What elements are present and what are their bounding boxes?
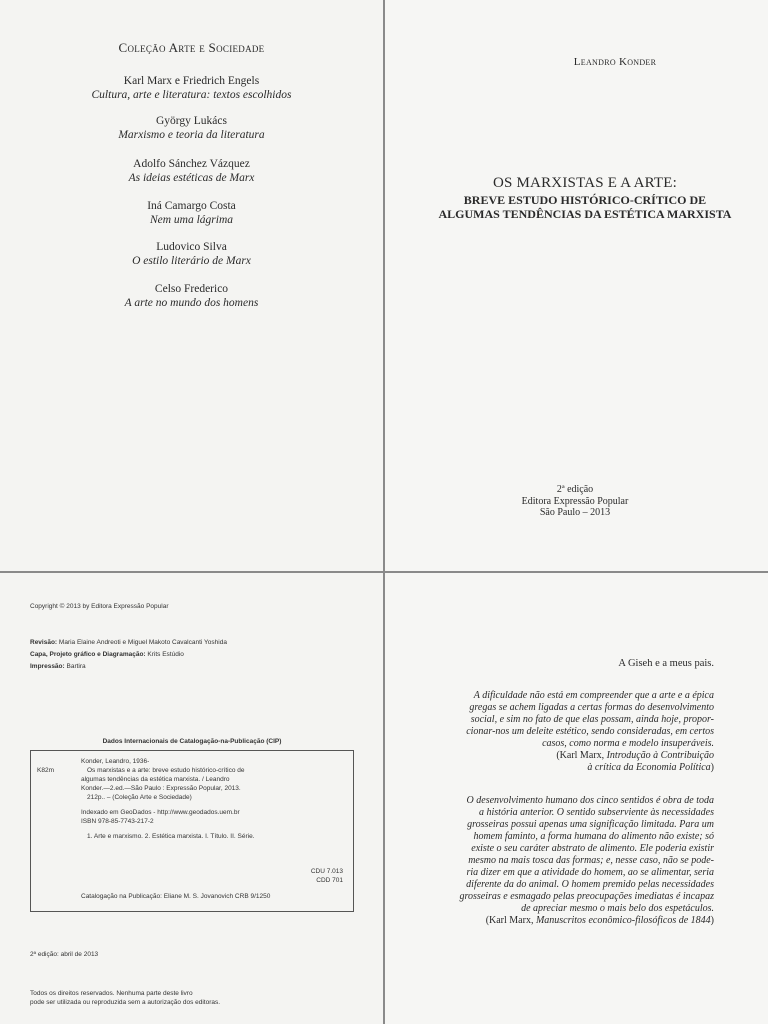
book-author: Adolfo Sánchez Vázquez	[133, 158, 250, 170]
credit-label: Capa, Projeto gráfico e Diagramação:	[30, 651, 146, 658]
quote-line: casos, como norma e modelo insuperáveis.	[542, 738, 714, 749]
place-year: São Paulo – 2013	[539, 507, 611, 518]
cip-line: Os marxistas e a arte: breve estudo histórico-crítico de	[87, 767, 245, 774]
collection-book	[0, 282, 383, 310]
rights-line: pode ser utilizada ou reproduzida sem a autorização dos editoras.	[30, 999, 221, 1006]
imprint	[425, 484, 725, 519]
quote-line: social, e sim no fato de que elas possam, ainda hoje, propor-	[470, 714, 714, 725]
source-author: (Karl Marx,	[485, 915, 536, 926]
dedication: A Giseh e a meus pais.	[618, 658, 714, 669]
epigraph-quote	[457, 690, 714, 774]
book-author: Ludovico Silva	[156, 241, 227, 253]
epigraph-quote	[457, 795, 714, 927]
book-author: György Lukács	[155, 115, 227, 127]
cip-body	[81, 757, 301, 841]
book-main-title: OS MARXISTAS E A ARTE:	[493, 175, 677, 191]
collection-page	[0, 0, 383, 571]
quote-line: ria dizer em que a atividade do homem, ao se alimentar, seria	[466, 867, 714, 878]
rights-line: Todos os direitos reservados. Nenhuma parte deste livro	[30, 990, 193, 997]
cip-line: 212p.. – (Coleção Arte e Sociedade)	[87, 794, 192, 801]
credit-value: Maria Elaine Andreoti e Miguel Makoto Cavalcanti Yoshida	[57, 639, 227, 646]
quote-source	[457, 915, 714, 927]
collection-book	[0, 240, 383, 268]
quote-source	[457, 762, 714, 774]
cdd: CDD 701	[316, 877, 343, 884]
source-title: Manuscritos econômico-filosóficos de 1844	[535, 915, 711, 926]
cdu: CDU 7.013	[310, 868, 343, 875]
book-author-name: Leandro Konder	[573, 56, 657, 68]
book-title: O estilo literário de Marx	[132, 255, 251, 267]
cip-box	[30, 750, 354, 912]
copyright-notice: Copyright © 2013 by Editora Expressão Popular	[30, 603, 169, 610]
cip-line: Konder, Leandro, 1936-	[81, 758, 150, 765]
source-close: )	[710, 762, 714, 773]
epigraph-page	[385, 573, 768, 1024]
quote-line: grosseiras possui apenas uma significação limitada. Para um	[467, 819, 714, 830]
collection-book	[0, 157, 383, 185]
subtitle-line: ALGUMAS TENDÊNCIAS DA ESTÉTICA MARXISTA	[438, 207, 732, 221]
quote-line: grosseiras e esmagado pelas preocupações imediatas é incapaz	[459, 891, 714, 902]
book-author: Celso Frederico	[154, 283, 229, 295]
book-title: Marxismo e teoria da literatura	[118, 129, 265, 141]
quote-line: A dificuldade não está em compreender que a arte e a épica	[473, 690, 714, 701]
publisher: Editora Expressão Popular	[521, 495, 629, 507]
credit-label: Revisão:	[30, 639, 58, 646]
book-title: A arte no mundo dos homens	[124, 297, 259, 309]
quote-line: a história anterior. O sentido subserviente às necessidades	[479, 807, 714, 818]
collection-title: Coleção Arte e Sociedade	[118, 40, 265, 55]
book-author: Karl Marx e Friedrich Engels	[123, 75, 260, 87]
quote-line: existe o seu caráter abstrato de alimento. Ele poderia existir	[471, 843, 714, 854]
collection-book	[0, 74, 383, 102]
quote-line: de apreciar mesmo o mais belo dos espetáculos.	[521, 903, 714, 914]
quote-line: cionar-nos um deleite estético, sendo consideradas, em certos	[466, 726, 714, 737]
credit-line	[30, 650, 227, 659]
cip-subjects: 1. Arte e marxismo. 2. Estética marxista. I. Título. II. Série.	[87, 833, 255, 840]
credit-value: Krits Estúdio	[145, 651, 184, 658]
credits	[30, 638, 227, 674]
cip-line: ISBN 978-85-7743-217-2	[81, 818, 154, 825]
credit-line	[30, 638, 227, 647]
source-title: Introdução à Contribuição	[606, 750, 714, 761]
source-close: )	[710, 915, 714, 926]
cip-line: algumas tendências da estética marxista. / Leandro	[81, 776, 230, 783]
collection-book	[0, 199, 383, 227]
quote-line: gregas se achem ligadas a certas formas do desenvolvimento	[469, 702, 714, 713]
credit-value: Bartira	[64, 663, 86, 670]
book-title: As ideias estéticas de Marx	[128, 172, 255, 184]
subtitle-line: BREVE ESTUDO HISTÓRICO-CRÍTICO DE	[463, 193, 707, 207]
collection-book	[0, 114, 383, 142]
quote-line: mesmo na mais tosca das formas; e, nesse caso, não se pode-	[468, 855, 714, 866]
cip-code: K82m	[37, 767, 54, 774]
book-author: Iná Camargo Costa	[147, 200, 236, 212]
book-title: Nem uma lágrima	[149, 214, 234, 226]
cip-line: Indexado em GeoDados - http://www.geodados.uem.br	[81, 809, 240, 816]
cip-heading: Dados Internacionais de Catalogação-na-Publicação (CIP)	[102, 738, 282, 745]
cip-classification	[311, 867, 343, 885]
cip-cataloger: Catalogação na Publicação: Eliane M. S. Jovanovich CRB 9/1250	[81, 893, 271, 900]
cip-line: Konder.—2.ed.—São Paulo : Expressão Popular, 2013.	[81, 785, 241, 792]
title-page	[385, 0, 768, 571]
quote-line: diferente da do animal. O homem premido pelas necessidades	[466, 879, 714, 890]
source-author: (Karl Marx,	[556, 750, 607, 761]
edition-date: 2ª edição: abril de 2013	[30, 951, 99, 958]
credit-line	[30, 662, 227, 671]
copyright-page	[0, 573, 383, 1024]
edition: 2ª edição	[556, 484, 594, 495]
quote-line: O desenvolvimento humano dos cinco sentidos é obra de toda	[466, 795, 714, 806]
book-subtitle	[405, 193, 765, 221]
source-title: à crítica da Economia Política	[587, 762, 711, 773]
rights-notice	[30, 989, 220, 1007]
book-title: Cultura, arte e literatura: textos escolhidos	[91, 89, 292, 101]
quote-line: homem faminto, a forma humana do alimento não existe; só	[473, 831, 714, 842]
credit-label: Impressão:	[30, 663, 65, 670]
quote-source	[457, 750, 714, 762]
